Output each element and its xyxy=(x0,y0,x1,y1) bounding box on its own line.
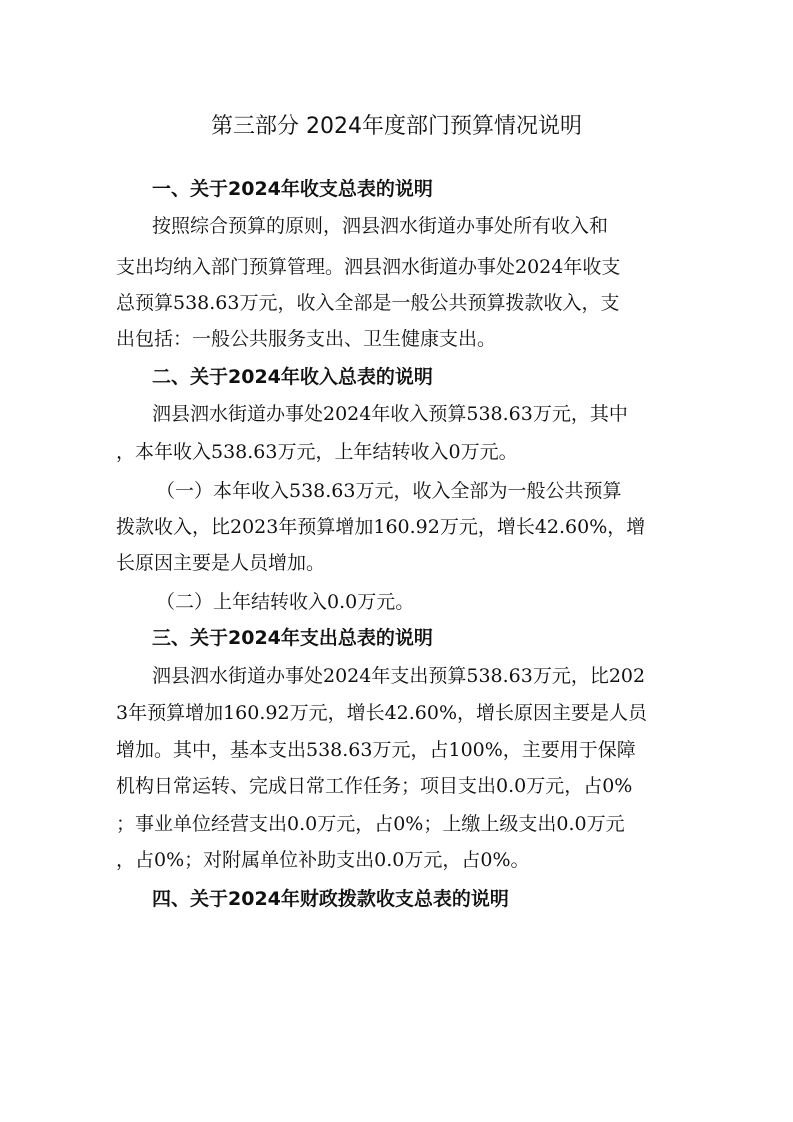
section-heading-2: 二、关于2024年收入总表的说明 xyxy=(152,366,433,388)
paragraph-line: 泗县泗水街道办事处2024年支出预算538.63万元，比202 xyxy=(152,665,646,687)
paragraph-line: ，占0%；对附属单位补助支出0.0万元，占0%。 xyxy=(116,849,530,871)
paragraph-line: （二）上年结转收入0.0万元。 xyxy=(156,591,415,613)
paragraph-line: 长原因主要是人员增加。 xyxy=(116,552,326,574)
paragraph-line: 按照综合预算的原则，泗县泗水街道办事处所有收入和 xyxy=(152,215,609,237)
paragraph-line: 机构日常运转、完成日常工作任务；项目支出0.0万元，占0% xyxy=(116,775,633,797)
paragraph-line: ，本年收入538.63万元，上年结转收入0万元。 xyxy=(116,441,518,463)
paragraph-line: 出包括：一般公共服务支出、卫生健康支出。 xyxy=(116,328,497,350)
section-heading-4: 四、关于2024年财政拨款收支总表的说明 xyxy=(152,888,509,910)
paragraph-line: ；事业单位经营支出0.0万元，占0%；上缴上级支出0.0万元 xyxy=(116,813,625,835)
document-title: 第三部分 2024年度部门预算情况说明 xyxy=(211,114,582,139)
paragraph-line: 支出均纳入部门预算管理。泗县泗水街道办事处2024年收支 xyxy=(116,256,621,278)
paragraph-line: 增加。其中，基本支出538.63万元，占100%，主要用于保障 xyxy=(116,739,636,761)
section-heading-1: 一、关于2024年收支总表的说明 xyxy=(152,178,433,200)
section-heading-3: 三、关于2024年支出总表的说明 xyxy=(152,627,433,649)
paragraph-line: 3年预算增加160.92万元，增长42.60%，增长原因主要是人员 xyxy=(116,702,648,724)
paragraph-line: （一）本年收入538.63万元，收入全部为一般公共预算 xyxy=(156,480,622,502)
paragraph-line: 总预算538.63万元，收入全部是一般公共预算拨款收入，支 xyxy=(116,292,620,314)
paragraph-line: 泗县泗水街道办事处2024年收入预算538.63万元，其中 xyxy=(152,403,628,425)
paragraph-line: 拨款收入，比2023年预算增加160.92万元，增长42.60%，增 xyxy=(116,516,646,538)
